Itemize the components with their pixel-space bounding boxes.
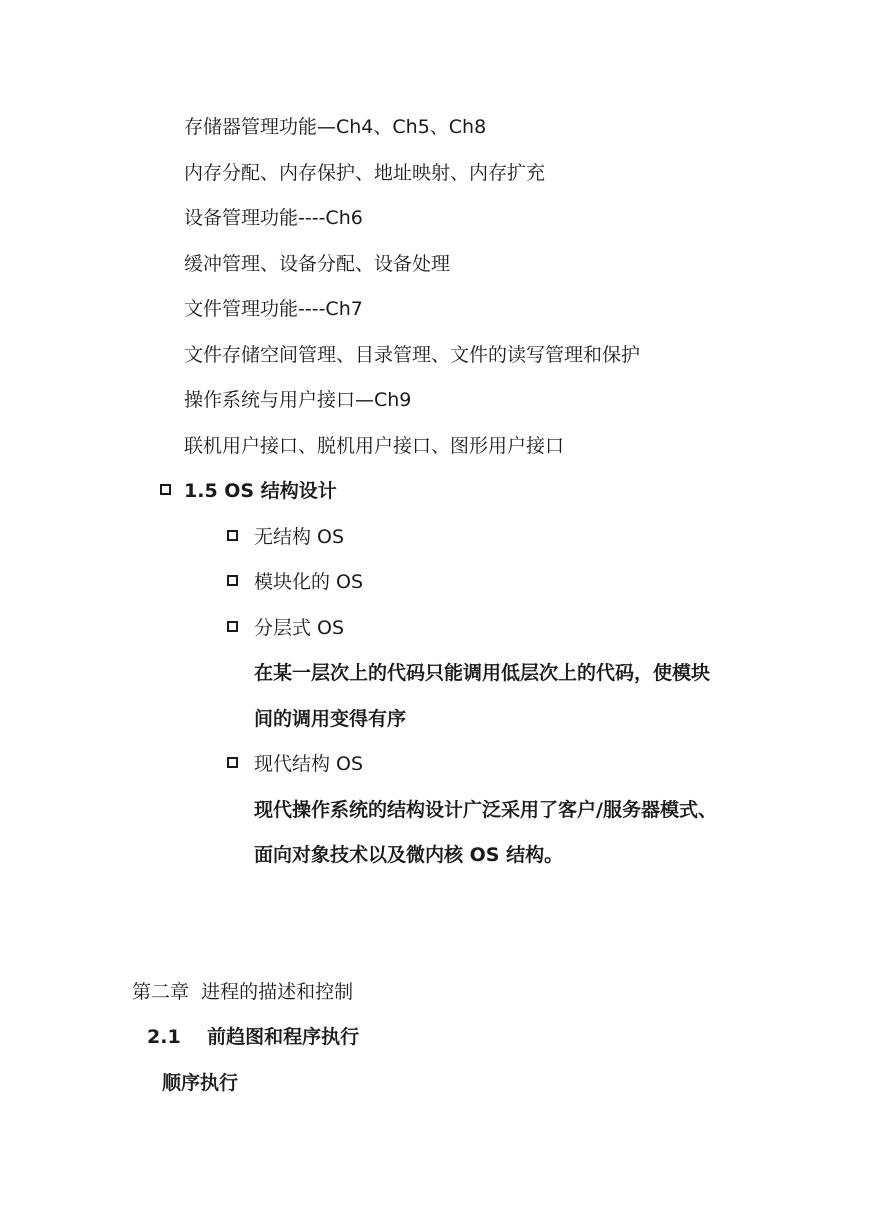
function-file-title: 文件管理功能----Ch7 <box>184 298 363 320</box>
os-structure-item: 现代结构 OS <box>254 753 364 775</box>
function-device-detail: 缓冲管理、设备分配、设备处理 <box>184 253 451 275</box>
checkbox-bullet-icon <box>227 621 238 632</box>
os-structure-item: 无结构 OS <box>254 526 345 548</box>
layered-os-note: 在某一层次上的代码只能调用低层次上的代码，使模块 <box>254 662 711 684</box>
function-storage-title: 存储器管理功能—Ch4、Ch5、Ch8 <box>184 116 487 138</box>
os-structure-item: 模块化的 OS <box>254 571 364 593</box>
function-file-detail: 文件存储空间管理、目录管理、文件的读写管理和保护 <box>184 344 641 366</box>
function-interface-title: 操作系统与用户接口—Ch9 <box>184 389 412 411</box>
os-structure-item: 分层式 OS <box>254 617 345 639</box>
chapter-title: 第二章 进程的描述和控制 <box>132 981 354 1003</box>
function-interface-detail: 联机用户接口、脱机用户接口、图形用户接口 <box>184 435 565 457</box>
checkbox-bullet-icon <box>227 530 238 541</box>
layered-os-note: 间的调用变得有序 <box>254 708 407 730</box>
function-storage-detail: 内存分配、内存保护、地址映射、内存扩充 <box>184 162 546 184</box>
modern-os-note: 现代操作系统的结构设计广泛采用了客户/服务器模式、 <box>254 799 717 821</box>
section-1-5-heading: 1.5 OS 结构设计 <box>184 480 337 502</box>
section-heading: 2.1 前趋图和程序执行 <box>147 1026 360 1048</box>
checkbox-bullet-icon <box>227 757 238 768</box>
checkbox-bullet-icon <box>160 484 171 495</box>
modern-os-note: 面向对象技术以及微内核 OS 结构。 <box>254 844 564 866</box>
checkbox-bullet-icon <box>227 575 238 586</box>
subsection-heading: 顺序执行 <box>162 1072 239 1094</box>
function-device-title: 设备管理功能----Ch6 <box>184 207 363 229</box>
